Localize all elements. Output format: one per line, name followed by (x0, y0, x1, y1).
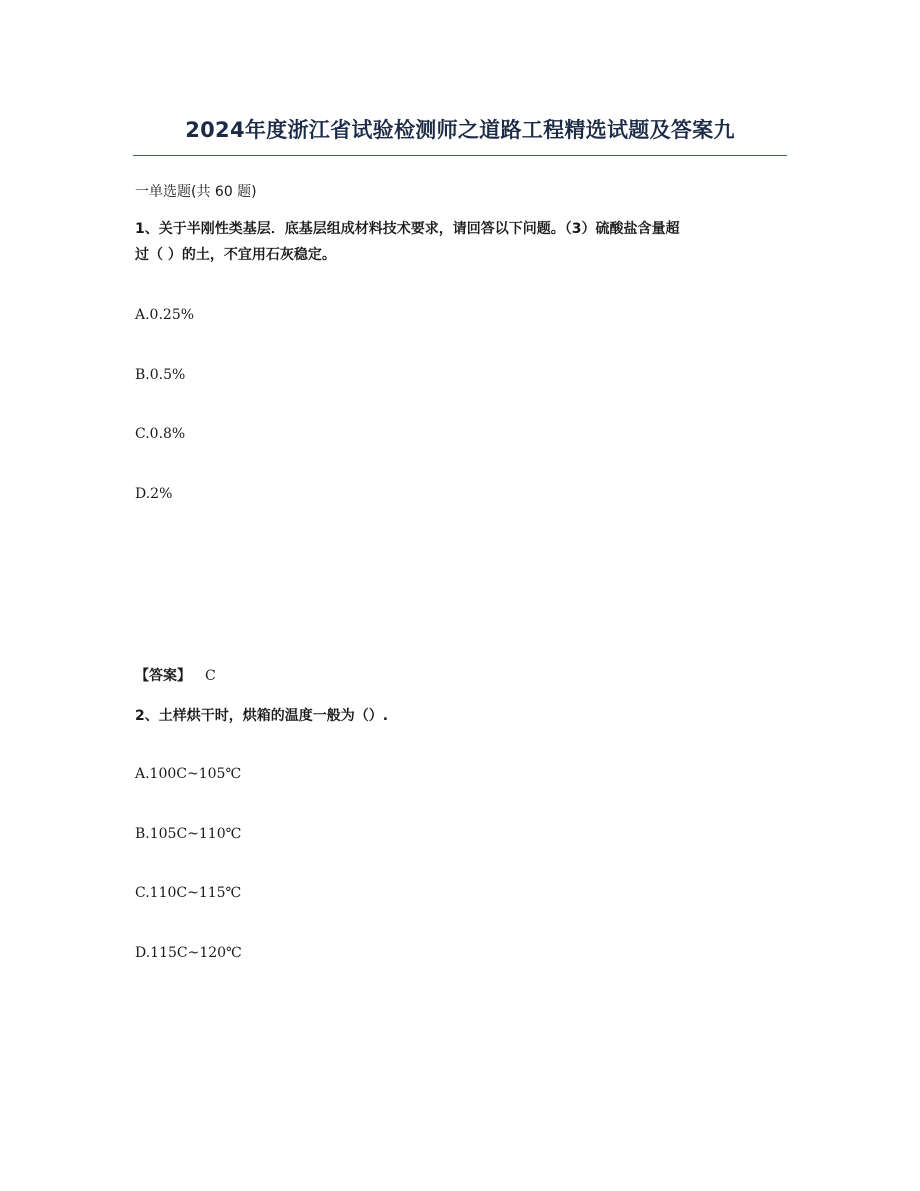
question-1-option-c: C.0.8% (135, 426, 186, 442)
question-2-option-a: A.100C~105℃ (135, 766, 242, 782)
question-2-text: 2、土样烘干时，烘箱的温度一般为（）. (135, 708, 389, 724)
question-1-answer (135, 665, 216, 685)
question-2-option-d: D.115C~120℃ (135, 945, 242, 961)
answer-value: C (205, 668, 216, 684)
question-2-option-c: C.110C~115℃ (135, 885, 242, 901)
title-divider (133, 155, 787, 156)
question-1-text-line-2: 过（ ）的土，不宜用石灰稳定。 (135, 247, 336, 263)
question-1-text-line-1: 1、关于半刚性类基层．底基层组成材料技术要求，请回答以下问题。（3）硫酸盐含量超 (135, 221, 680, 237)
question-2-option-b: B.105C~110℃ (135, 826, 242, 842)
answer-label: 【答案】 (135, 668, 191, 684)
document-title: 2024年度浙江省试验检测师之道路工程精选试题及答案九 (185, 118, 735, 142)
section-heading: 一单选题(共 60 题) (135, 184, 257, 200)
question-1-option-d: D.2% (135, 486, 173, 502)
question-1-option-a: A.0.25% (135, 307, 195, 323)
question-1-option-b: B.0.5% (135, 367, 186, 383)
